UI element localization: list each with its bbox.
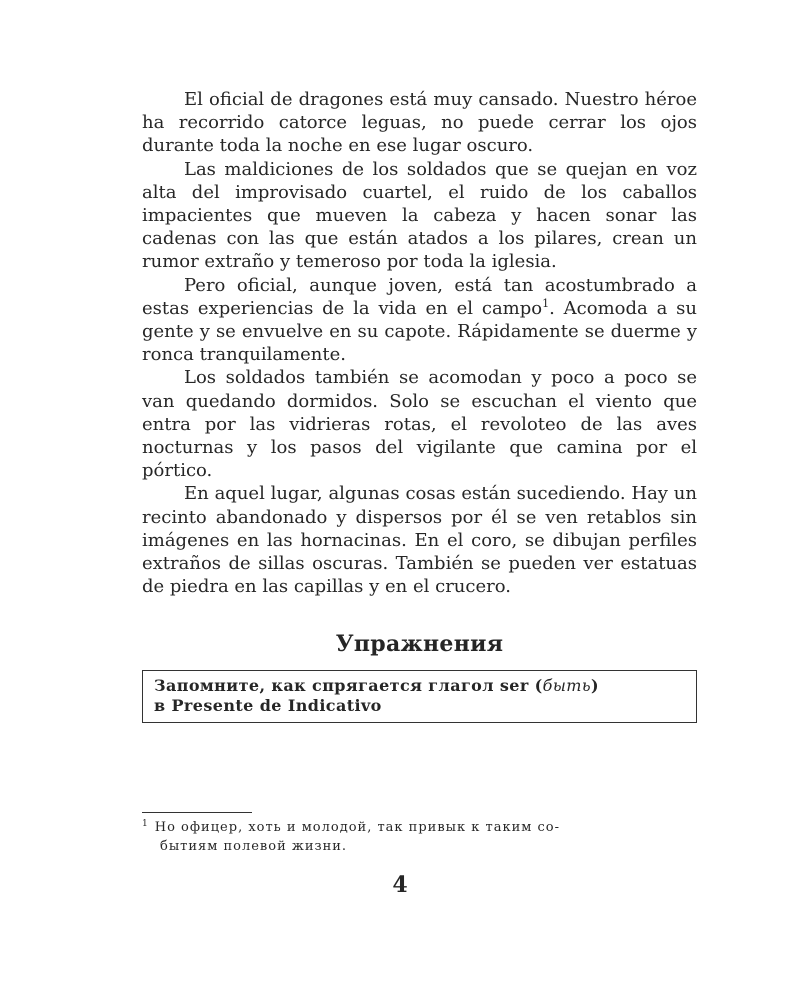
- footnote-rule: [142, 812, 252, 813]
- task-box: [142, 670, 697, 723]
- section-title: Упражнения: [335, 631, 504, 658]
- paragraph-5: En aquel lugar, algunas cosas están sucediendo. Hay un recinto abandonado y dispersos por él se ven retablos sin imágenes en las hornacinas. En el coro, se dibujan perfiles extraños de sillas oscuras. También se pueden ver estatuas de piedra en las capillas y en el crucero.: [142, 483, 697, 598]
- page-content: [142, 88, 697, 723]
- paragraph-4: Los soldados también se acomodan y poco a poco se van quedando dormidos. Solo se escuchan el viento que entra por las vidrieras rotas, el revoloteo de las aves nocturnas y los pasos del vigilante que camina por el pórtico.: [142, 367, 697, 482]
- footnote-line-1: Но офицер, хоть и молодой, так привык к таким со-: [154, 820, 560, 835]
- page-number: 4: [392, 872, 408, 898]
- task-italic: быть: [542, 676, 591, 696]
- task-text-b: ): [590, 676, 599, 696]
- footnote: [142, 818, 697, 856]
- footnote-marker: 1: [142, 818, 149, 829]
- task-text-a: Запомните, как спрягается глагол ser (: [154, 676, 543, 696]
- paragraph-3: [142, 274, 697, 367]
- paragraph-1: El oficial de dragones está muy cansado. Nuestro héroe ha recorrido catorce leguas, no puede cerrar los ojos durante toda la noche en ese lugar oscuro.: [142, 89, 697, 157]
- footnote-line-2: бытиям полевой жизни.: [160, 839, 348, 854]
- paragraph-3-text-a: Pero oficial, aunque joven, está tan acostumbrado a estas experiencias de la vida en el campo: [142, 274, 697, 319]
- paragraph-2: Las maldiciones de los soldados que se quejan en voz alta del improvisado cuartel, el ruido de los caballos impacientes que mueven la cabeza y hacen sonar las cadenas con las que están atados a los pilares, crean un rumor extraño y temeroso por toda la iglesia.: [142, 158, 697, 273]
- task-text-line2: в Presente de Indicativo: [154, 696, 382, 716]
- paragraph-3-text-b: . Acomoda a su gente y se envuelve en su capote. Rápidamente se duerme y ronca tranquilamente.: [142, 297, 697, 366]
- footnote-ref: 1: [542, 296, 550, 310]
